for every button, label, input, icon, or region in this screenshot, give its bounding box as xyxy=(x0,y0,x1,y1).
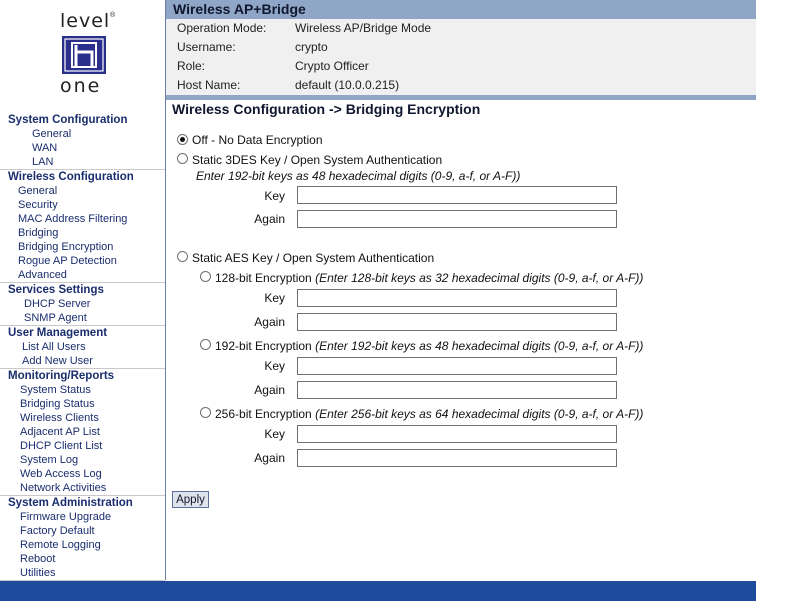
username-value: crypto xyxy=(295,40,328,54)
role-value: Crypto Officer xyxy=(295,59,369,73)
nav-item-web-access-log[interactable]: Web Access Log xyxy=(20,468,102,480)
info-divider-bar xyxy=(166,95,756,100)
radio-aes-128[interactable] xyxy=(200,271,211,282)
3des-key-input[interactable] xyxy=(297,186,617,204)
aes-256-key-label: Key xyxy=(264,427,285,441)
nav-heading-monitoring-reports[interactable]: Monitoring/Reports xyxy=(0,368,165,383)
nav-heading-system-configuration[interactable]: System Configuration xyxy=(8,114,128,126)
page-title: Wireless Configuration -> Bridging Encryption xyxy=(172,101,481,117)
3des-again-input[interactable] xyxy=(297,210,617,228)
nav-item-system-log[interactable]: System Log xyxy=(20,454,79,466)
aes-128-option xyxy=(215,271,643,285)
aes-192-option xyxy=(215,339,643,353)
operation-mode-value: Wireless AP/Bridge Mode xyxy=(295,21,432,35)
aes-192-key-label: Key xyxy=(264,359,285,373)
footer-bar xyxy=(0,581,756,601)
role-label: Role: xyxy=(177,59,206,73)
nav-item-bridging-encryption[interactable]: Bridging Encryption xyxy=(18,241,114,253)
nav-item-wireless-general[interactable]: General xyxy=(18,185,58,197)
sidebar xyxy=(0,0,165,580)
logo-trademark: ® xyxy=(110,12,116,19)
aes-128-label: 128-bit Encryption xyxy=(215,271,312,285)
nav-item-dhcp-server[interactable]: DHCP Server xyxy=(24,298,91,310)
radio-aes-192[interactable] xyxy=(200,339,211,350)
nav-item-bridging[interactable]: Bridging xyxy=(18,227,59,239)
nav-item-reboot[interactable]: Reboot xyxy=(20,553,56,565)
aes-256-hint: (Enter 256-bit keys as 64 hexadecimal digits (0-9, a-f, or A-F)) xyxy=(315,407,644,421)
host-name-label: Host Name: xyxy=(177,78,241,92)
nav-item-utilities[interactable]: Utilities xyxy=(0,566,165,581)
aes-128-key-input[interactable] xyxy=(297,289,617,307)
nav-item-add-new-user[interactable]: Add New User xyxy=(22,355,93,367)
nav-item-dhcp-client-list[interactable]: DHCP Client List xyxy=(20,440,103,452)
nav-item-remote-logging[interactable]: Remote Logging xyxy=(20,539,101,551)
aes-256-again-input[interactable] xyxy=(297,449,617,467)
aes-256-label: 256-bit Encryption xyxy=(215,407,312,421)
logo-text-top: level xyxy=(60,10,111,32)
radio-aes-256[interactable] xyxy=(200,407,211,418)
sidebar-nav xyxy=(0,113,165,581)
radio-off[interactable] xyxy=(177,134,188,145)
nav-item-adjacent-ap-list[interactable]: Adjacent AP List xyxy=(20,426,100,438)
logo-text-bottom: one xyxy=(60,75,102,97)
nav-item-network-activities[interactable]: Network Activities xyxy=(20,482,107,494)
static-3des-label: Static 3DES Key / Open System Authentication xyxy=(192,153,443,167)
aes-128-hint: (Enter 128-bit keys as 32 hexadecimal digits (0-9, a-f, or A-F)) xyxy=(315,271,644,285)
aes-256-option xyxy=(215,407,643,421)
operation-mode-label: Operation Mode: xyxy=(177,21,267,35)
app-title-bar xyxy=(166,0,756,19)
aes-128-key-label: Key xyxy=(264,291,285,305)
device-info-panel xyxy=(166,19,756,95)
aes-256-key-input[interactable] xyxy=(297,425,617,443)
nav-item-bridging-status[interactable]: Bridging Status xyxy=(20,398,95,410)
aes-128-again-input[interactable] xyxy=(297,313,617,331)
aes-192-again-input[interactable] xyxy=(297,381,617,399)
apply-button[interactable]: Apply xyxy=(172,491,209,508)
aes-256-again-label: Again xyxy=(254,451,285,465)
nav-item-list-all-users[interactable]: List All Users xyxy=(22,341,86,353)
nav-heading-wireless-configuration[interactable]: Wireless Configuration xyxy=(0,169,165,184)
nav-item-snmp-agent[interactable]: SNMP Agent xyxy=(24,312,87,324)
nav-heading-user-management[interactable]: User Management xyxy=(0,325,165,340)
aes-128-again-label: Again xyxy=(254,315,285,329)
nav-item-wireless-clients[interactable]: Wireless Clients xyxy=(20,412,99,424)
nav-item-mac-address-filtering[interactable]: MAC Address Filtering xyxy=(18,213,128,225)
radio-static-3des[interactable] xyxy=(177,153,188,164)
aes-192-label: 192-bit Encryption xyxy=(215,339,312,353)
nav-item-factory-default[interactable]: Factory Default xyxy=(20,525,95,537)
nav-heading-system-administration[interactable]: System Administration xyxy=(0,495,165,510)
nav-item-lan[interactable]: LAN xyxy=(32,156,54,168)
aes-192-again-label: Again xyxy=(254,383,285,397)
static-aes-label: Static AES Key / Open System Authentication xyxy=(192,251,435,265)
radio-static-aes[interactable] xyxy=(177,251,188,262)
nav-item-system-status[interactable]: System Status xyxy=(20,384,91,396)
nav-heading-services-settings[interactable]: Services Settings xyxy=(0,282,165,297)
username-label: Username: xyxy=(177,40,236,54)
nav-item-rogue-ap-detection[interactable]: Rogue AP Detection xyxy=(18,255,117,267)
static-3des-hint: Enter 192-bit keys as 48 hexadecimal digits (0-9, a-f, or A-F)) xyxy=(196,169,521,183)
3des-key-label: Key xyxy=(264,189,285,203)
logo-mark-icon xyxy=(62,36,106,74)
app-title: Wireless AP+Bridge xyxy=(173,1,306,17)
aes-192-key-input[interactable] xyxy=(297,357,617,375)
aes-192-hint: (Enter 192-bit keys as 48 hexadecimal digits (0-9, a-f, or A-F)) xyxy=(315,339,644,353)
nav-item-advanced[interactable]: Advanced xyxy=(18,269,67,281)
nav-item-system-general[interactable]: General xyxy=(32,128,72,140)
levelone-logo xyxy=(56,10,120,97)
nav-item-wan[interactable]: WAN xyxy=(32,142,58,154)
off-label: Off - No Data Encryption xyxy=(192,133,323,147)
nav-item-security[interactable]: Security xyxy=(18,199,58,211)
3des-again-label: Again xyxy=(254,212,285,226)
host-name-value: default (10.0.0.215) xyxy=(295,78,400,92)
nav-item-firmware-upgrade[interactable]: Firmware Upgrade xyxy=(20,511,112,523)
